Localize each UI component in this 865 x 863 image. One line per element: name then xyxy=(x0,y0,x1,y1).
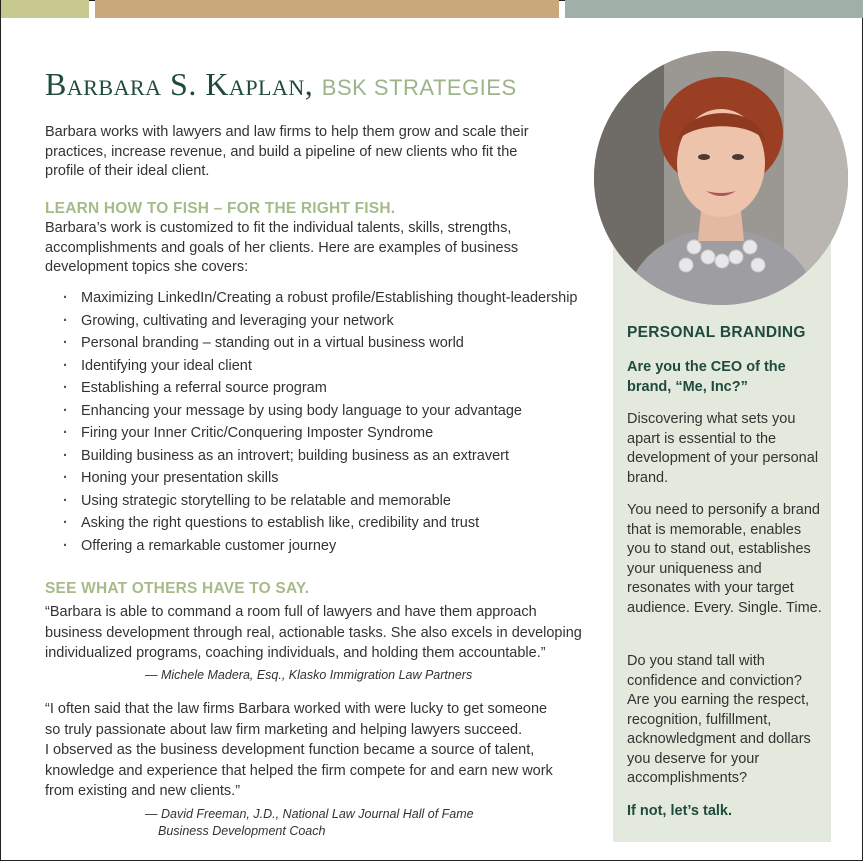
quote-line: so truly passionate about law firm marketing and helping lawyers succeed. xyxy=(45,721,523,738)
list-item: · Asking the right questions to establish like, credibility and trust xyxy=(63,513,578,536)
quote-line: business development through real, actionable tasks. She also excels in developing xyxy=(45,624,582,641)
list-item: · Offering a remarkable customer journey xyxy=(63,536,578,559)
testimonial-quote xyxy=(45,602,582,664)
quote-line: “I often said that the law firms Barbara worked with were lucky to get someone xyxy=(45,701,548,717)
list-item: · Growing, cultivating and leveraging your network xyxy=(63,311,578,334)
intro-paragraph: Barbara works with lawyers and law firms to help them grow and scale their practices, increase revenue, and build a pipeline of new clients who fit the profile of their ideal client. xyxy=(45,124,529,179)
quote-line: knowledge and experience that helped the firm compete for and earn new work xyxy=(45,762,553,779)
list-item: · Using strategic storytelling to be relatable and memorable xyxy=(63,491,578,514)
top-bar-right xyxy=(565,0,863,18)
sidebar-heading: PERSONAL BRANDING xyxy=(627,324,806,341)
list-item: · Building business as an introvert; building business as an extravert xyxy=(63,446,578,469)
testimonials-heading: SEE WHAT OTHERS HAVE TO SAY. xyxy=(45,580,310,597)
list-item: · Personal branding – standing out in a virtual business world xyxy=(63,333,578,356)
sidebar-call-to-action: If not, let’s talk. xyxy=(627,803,733,819)
quote-line: “Barbara is able to command a room full of lawyers and have them approach xyxy=(45,604,537,620)
list-item: · Firing your Inner Critic/Conquering Imposter Syndrome xyxy=(63,423,578,446)
topics-intro: Barbara’s work is customized to fit the individual talents, skills, strengths, accomplishments and goals of her clients. Here are examples of business development topics she covers: xyxy=(45,220,519,275)
company-name: BSK STRATEGIES xyxy=(321,75,517,100)
testimonial-attribution xyxy=(145,806,474,840)
quote-line: from existing and new clients.” xyxy=(45,783,241,799)
person-name: Barbara S. Kaplan, xyxy=(45,66,314,102)
attribution-line: — David Freeman, J.D., National Law Journal Hall of Fame xyxy=(145,807,474,821)
quote-line: individualized programs, coaching individuals, and holding them accountable.” xyxy=(45,645,546,661)
testimonial-quote xyxy=(45,699,553,802)
testimonial-attribution: — Michele Madera, Esq., Klasko Immigration Law Partners xyxy=(145,668,473,682)
sidebar-paragraph: Do you stand tall with confidence and conviction? Are you earning the respect, recognition, fulfillment, acknowledgment and dollars you deserve for your accomplishments? xyxy=(627,653,811,786)
list-item: · Identifying your ideal client xyxy=(63,356,578,379)
top-bar-middle xyxy=(95,0,559,18)
page-title xyxy=(45,66,517,103)
portrait-photo xyxy=(594,51,848,305)
attribution-line: Business Development Coach xyxy=(158,824,326,838)
list-item: · Maximizing LinkedIn/Creating a robust profile/Establishing thought-leadership xyxy=(63,288,578,311)
portrait-illustration xyxy=(594,51,848,305)
sidebar-question: Are you the CEO of the brand, “Me, Inc?” xyxy=(627,359,786,395)
sidebar-paragraph: Discovering what sets you apart is essential to the development of your personal brand. xyxy=(627,411,819,486)
top-bar-left xyxy=(1,0,89,18)
list-item: · Establishing a referral source program xyxy=(63,378,578,401)
quote-line: I observed as the business development function became a source of talent, xyxy=(45,742,535,758)
list-item: · Honing your presentation skills xyxy=(63,468,578,491)
fish-heading: LEARN HOW TO FISH – FOR THE RIGHT FISH. xyxy=(45,200,396,217)
sidebar-paragraph: You need to personify a brand that is memorable, enables you to stand out, establishes your uniqueness and resonates with your target audience. Every. Single. Time. xyxy=(627,502,822,616)
topics-list xyxy=(63,288,578,558)
list-item: · Enhancing your message by using body language to your advantage xyxy=(63,401,578,424)
